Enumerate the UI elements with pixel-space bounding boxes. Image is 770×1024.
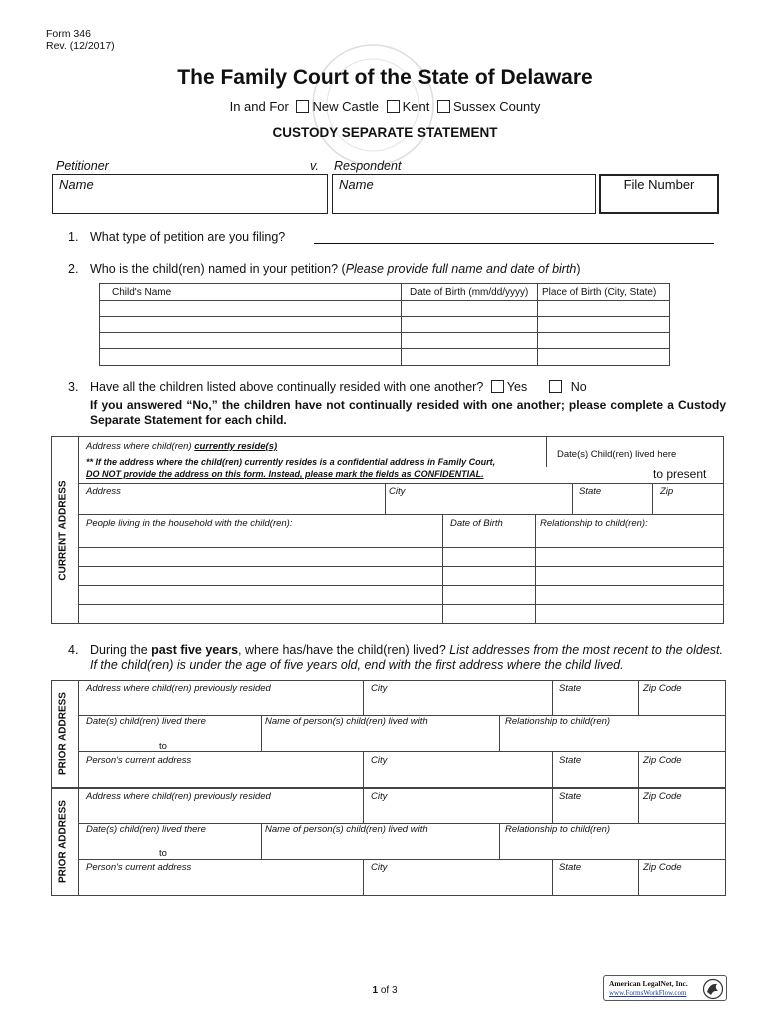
prior2-relationship-label: Relationship to child(ren) — [505, 824, 611, 835]
current-address-side-label: CURRENT ADDRESS — [57, 480, 69, 581]
prior2-persons-state-label: State — [559, 862, 582, 873]
q2-text-italic: Please provide full name and date of birth — [345, 262, 577, 276]
kent-checkbox[interactable] — [387, 100, 400, 113]
statement-title: CUSTODY SEPARATE STATEMENT — [272, 125, 498, 140]
q4-number: 4. — [68, 643, 79, 657]
address-where-text: Address where child(ren) — [86, 441, 195, 452]
county-kent: Kent — [402, 99, 430, 114]
respondent-label: Respondent — [334, 159, 402, 173]
county-selector — [0, 99, 770, 114]
prior1-zip-label: Zip Code — [643, 683, 682, 694]
file-number-field[interactable] — [599, 174, 719, 214]
prior2-persons-city-label: City — [371, 862, 388, 873]
petitioner-name-field[interactable] — [52, 174, 328, 214]
prior1-to-label: to — [159, 741, 167, 752]
page-current: 1 — [372, 985, 379, 996]
q3-note: If you answered “No,” the children have not continually resided with one another; please complete a Custody Separate Statement for each child. — [90, 398, 726, 427]
no-checkbox[interactable] — [549, 380, 562, 393]
form-header — [46, 28, 115, 52]
current-address-field-label: Address — [86, 486, 121, 497]
currently-resides-text: currently reside(s) — [194, 441, 278, 452]
prior1-dates-label: Date(s) child(ren) lived there — [86, 716, 206, 727]
county-new-castle: New Castle — [312, 99, 379, 114]
to-present-label: to present — [653, 467, 707, 481]
prior1-state-label: State — [559, 683, 582, 694]
current-city-label: City — [389, 486, 406, 497]
prior1-names-label: Name of person(s) child(ren) lived with — [265, 716, 428, 727]
q1-number: 1. — [68, 230, 79, 244]
sussex-checkbox[interactable] — [437, 100, 450, 113]
yes-checkbox[interactable] — [491, 380, 504, 393]
prior2-to-label: to — [159, 848, 167, 859]
court-title: The Family Court of the State of Delaware — [177, 66, 593, 89]
versus-label: v. — [310, 159, 319, 173]
prior2-state-label: State — [559, 791, 582, 802]
q4-text-bold: past five years — [151, 643, 239, 657]
new-castle-checkbox[interactable] — [296, 100, 309, 113]
prior1-address-label: Address where child(ren) previously resided — [86, 683, 271, 694]
form-number: Form 346 — [46, 28, 91, 40]
people-dob-label: Date of Birth — [450, 518, 503, 529]
legalnet-badge — [603, 975, 727, 1001]
prior-address-block-2 — [51, 788, 726, 896]
confidential-note-1: ** If the address where the child(ren) currently resides is a confidential address in Family Court, — [86, 457, 496, 467]
address-where-label — [86, 441, 277, 452]
prior1-persons-zip-label: Zip Code — [643, 755, 682, 766]
prior-address-block-1 — [51, 680, 726, 788]
q3-text — [90, 380, 587, 394]
current-state-label: State — [579, 486, 602, 497]
dates-lived-here-label: Date(s) Child(ren) lived here — [557, 449, 677, 460]
people-living-label: People living in the household with the child(ren): — [86, 518, 293, 529]
q4-text-mid: , where has/have the child(ren) lived? — [238, 643, 450, 657]
page-total: of 3 — [378, 985, 398, 996]
q1-text: What type of petition are you filing? — [90, 230, 286, 244]
respondent-name-label: Name — [339, 177, 374, 192]
q4-text — [90, 643, 723, 657]
prior2-dates-label: Date(s) child(ren) lived there — [86, 824, 206, 835]
col-date-of-birth: Date of Birth (mm/dd/yyyy) — [410, 287, 529, 298]
prior2-names-label: Name of person(s) child(ren) lived with — [265, 824, 428, 835]
prior1-city-label: City — [371, 683, 388, 694]
col-childs-name: Child's Name — [112, 287, 172, 298]
confidential-note-2: DO NOT provide the address on this form. Instead, please mark the fields as CONFIDENTIAL. — [86, 469, 484, 479]
children-table — [99, 283, 670, 366]
petitioner-name-label: Name — [59, 177, 94, 192]
respondent-name-field[interactable] — [332, 174, 596, 214]
q3-number: 3. — [68, 380, 79, 394]
prior2-persons-zip-label: Zip Code — [643, 862, 682, 873]
prior1-persons-address-label: Person's current address — [86, 755, 192, 766]
legalnet-logo-icon — [702, 978, 724, 1000]
q4-text-pre: During the — [90, 643, 152, 657]
prior1-relationship-label: Relationship to child(ren) — [505, 716, 611, 727]
prior2-zip-label: Zip Code — [643, 791, 682, 802]
q2-number: 2. — [68, 262, 79, 276]
in-and-for-label: In and For — [229, 99, 289, 114]
company-website[interactable]: www.FormsWorkFlow.com — [609, 989, 687, 997]
file-number-label: File Number — [623, 177, 695, 192]
prior-address-2-side-label: PRIOR ADDRESS — [57, 800, 69, 883]
col-place-of-birth: Place of Birth (City, State) — [542, 287, 657, 298]
q1-answer-line[interactable] — [314, 243, 714, 244]
current-zip-label: Zip — [660, 486, 674, 497]
form-revision: Rev. (12/2017) — [46, 40, 115, 52]
people-relationship-label: Relationship to child(ren): — [540, 518, 648, 529]
yes-label: Yes — [506, 380, 528, 394]
prior2-city-label: City — [371, 791, 388, 802]
q2-text — [90, 262, 581, 276]
prior1-persons-state-label: State — [559, 755, 582, 766]
prior2-persons-address-label: Person's current address — [86, 862, 192, 873]
county-sussex: Sussex County — [452, 99, 541, 114]
prior2-address-label: Address where child(ren) previously resided — [86, 791, 271, 802]
company-name: American LegalNet, Inc. — [609, 979, 688, 988]
q3-question: Have all the children listed above continually resided with one another? — [90, 380, 484, 394]
q2-text-end: ) — [576, 262, 581, 276]
q4-line2: If the child(ren) is under the age of five years old, end with the first address where the child lived. — [90, 658, 624, 672]
q4-text-italic: List addresses from the most recent to the oldest. — [449, 643, 723, 657]
prior1-persons-city-label: City — [371, 755, 388, 766]
q2-text-main: Who is the child(ren) named in your petition? ( — [90, 262, 346, 276]
prior-address-1-side-label: PRIOR ADDRESS — [57, 692, 69, 775]
petitioner-label: Petitioner — [56, 159, 109, 173]
no-label: No — [570, 380, 587, 394]
